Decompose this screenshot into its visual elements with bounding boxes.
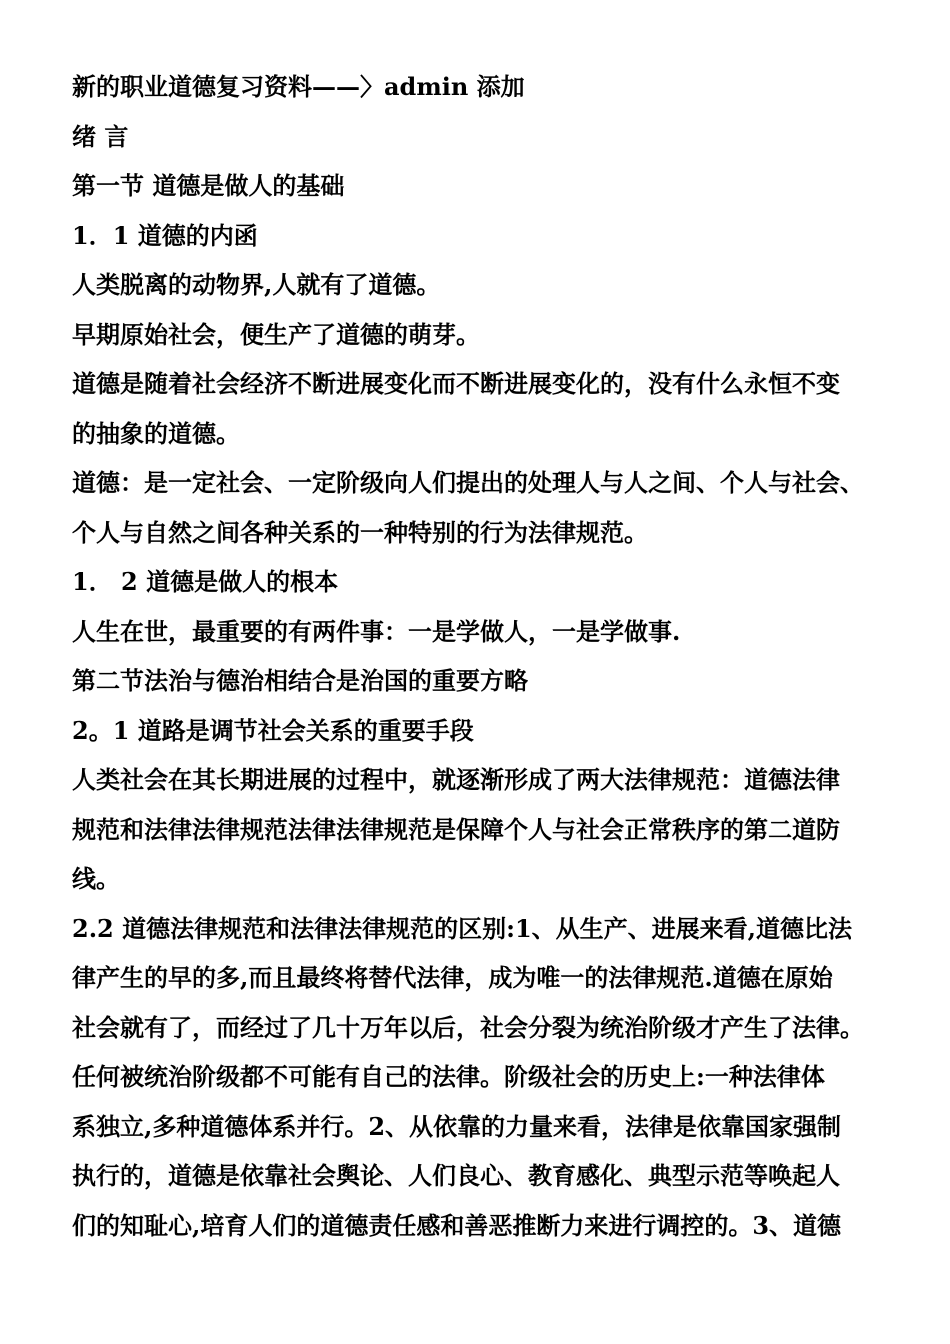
paragraph-7-line: 们的知耻心,培育人们的道德责任感和善恶推断力来进行调控的。3、道德: [72, 1210, 842, 1240]
subsection-2-1-title: 2。1 道路是调节社会关系的重要手段: [72, 715, 474, 745]
paragraph-7-line: 执行的，道德是依靠社会舆论、人们良心、教育感化、典型示范等唤起人: [72, 1161, 840, 1190]
paragraph-7-line: 律产生的早的多,而且最终将替代法律，成为唯一的法律规范.道德在原始: [72, 963, 833, 992]
paragraph-1: 人类脱离的动物界,人就有了道德。: [72, 270, 441, 299]
document-page: [72, 62, 912, 1250]
paragraph-6-line: 人类社会在其长期进展的过程中，就逐渐形成了两大法律规范：道德法律: [72, 765, 840, 794]
paragraph-4-line: 道德：是一定社会、一定阶级向人们提出的处理人与人之间、个人与社会、: [72, 468, 864, 497]
paragraph-7-line: 社会就有了，而经过了几十万年以后，社会分裂为统治阶级才产生了法律。: [72, 1012, 864, 1042]
paragraph-5: 人生在世，最重要的有两件事：一是学做人，一是学做事.: [72, 616, 681, 646]
paragraph-2: 早期原始社会，便生产了道德的萌芽。: [72, 319, 480, 349]
paragraph-3-line: 的抽象的道德。: [72, 418, 240, 448]
section-1-title: 第一节 道德是做人的基础: [72, 171, 345, 200]
paragraph-6: [72, 755, 912, 904]
paragraph-6-line: 线。: [72, 864, 120, 893]
paragraph-6-line: 规范和法律法律规范法律法律规范是保障个人与社会正常秩序的第二道防: [72, 814, 840, 844]
paragraph-7: [72, 904, 912, 1251]
document-title: 新的职业道德复习资料——〉admin 添加: [72, 72, 525, 101]
paragraph-7-line: 2.2 道德法律规范和法律法律规范的区别:1、从生产、进展来看,道德比法: [72, 913, 853, 943]
subsection-1-1-title: 1．1 道德的内函: [72, 220, 258, 250]
intro-heading: 绪 言: [72, 121, 129, 151]
paragraph-7-line: 任何被统治阶级都不可能有自己的法律。阶级社会的历史上:一种法律体: [72, 1062, 825, 1091]
subsection-1-2-title: 1． 2 道德是做人的根本: [72, 567, 339, 596]
paragraph-3-line: 道德是随着社会经济不断进展变化而不断进展变化的，没有什么永恒不变: [72, 369, 840, 398]
paragraph-4: [72, 458, 912, 557]
section-2-title: 第二节法治与德治相结合是治国的重要方略: [72, 666, 528, 695]
paragraph-7-line: 系独立,多种道德体系并行。2、从依靠的力量来看，法律是依靠国家强制: [72, 1111, 842, 1141]
paragraph-4-line: 个人与自然之间各种关系的一种特别的行为法律规范。: [72, 517, 648, 547]
paragraph-3: [72, 359, 912, 458]
